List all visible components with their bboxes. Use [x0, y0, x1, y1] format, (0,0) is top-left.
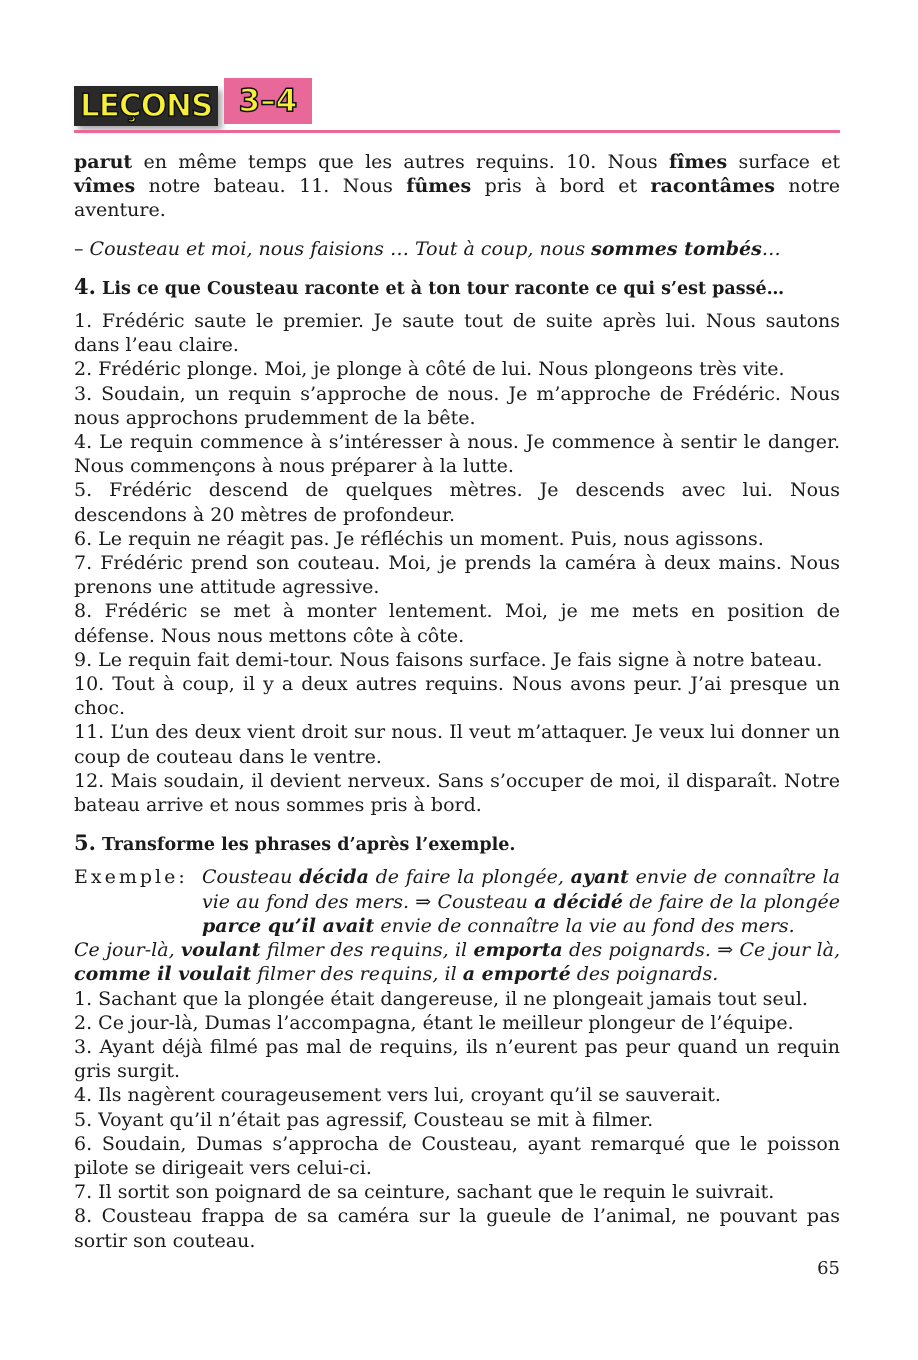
list-item: 4. Ils nagèrent courageusement vers lui, croyant qu’il se sauverait.	[74, 1084, 721, 1107]
list-item: 6. Le requin ne réagit pas. Je réfléchis un moment. Puis, nous agissons.	[74, 527, 764, 550]
list-item: 9. Le requin fait demi-tour. Nous faisons surface. Je fais signe à notre bateau.	[74, 648, 823, 671]
text-run: envie de connaître la vie au fond des mers. ⇒ Cousteau	[202, 866, 840, 913]
bold-term: sommes tombés	[591, 237, 762, 260]
text-run: pris à bord et	[471, 175, 651, 198]
exercise-5-title	[74, 831, 840, 857]
example-block	[74, 865, 840, 938]
bold-term: parce qu’il avait	[202, 914, 375, 937]
list-item: 8. Frédéric se met à monter lentement. Moi, je me mets en position de défense. Nous nous mettons côte à côte.	[74, 600, 840, 647]
list-item: 11. L’un des deux vient droit sur nous. Il veut m’attaquer. Je veux lui donner un coup de couteau dans le ventre.	[74, 721, 840, 768]
bold-term: décida	[299, 866, 369, 889]
page-number: 65	[817, 1258, 840, 1279]
exercise-4-list	[74, 309, 840, 817]
list-item: 8. Cousteau frappa de sa caméra sur la gueule de l’animal, ne pouvant pas sortir son couteau.	[74, 1205, 840, 1252]
example-2-text	[74, 938, 840, 986]
text-run: Ce jour-là,	[74, 939, 181, 962]
list-item: 5. Voyant qu’il n’était pas agressif, Cousteau se mit à filmer.	[74, 1108, 654, 1131]
list-item: 7. Il sortit son poignard de sa ceinture, sachant que le requin le suivrait.	[74, 1181, 775, 1204]
bold-term: vîmes	[74, 175, 136, 198]
list-item: 1. Frédéric saute le premier. Je saute tout de suite après lui. Nous sautons dans l’eau claire.	[74, 310, 840, 357]
text-run: de faire la plongée,	[368, 866, 571, 889]
bold-term: ayant	[570, 866, 629, 889]
text-run: filmer des requins, il	[251, 963, 463, 986]
text-run: de faire de la plongée	[622, 890, 841, 913]
list-item: 3. Soudain, un requin s’approche de nous. Je m’approche de Frédéric. Nous nous approchons prudemment de la bête.	[74, 382, 840, 429]
list-item: 1. Sachant que la plongée était dangereuse, il ne plongeait jamais tout seul.	[74, 987, 808, 1010]
exercise-5-list	[74, 987, 840, 1253]
quote-line	[74, 237, 840, 261]
continuation-text	[74, 150, 840, 223]
exercise-5-instruction: Transforme les phrases d’après l’exemple.	[95, 835, 516, 856]
bold-term: racontâmes	[650, 175, 775, 198]
example-text	[202, 865, 840, 938]
bold-term: a emporté	[462, 963, 571, 986]
lecons-label: LEÇONS	[74, 86, 218, 126]
list-item: 5. Frédéric descend de quelques mètres. Je descends avec lui. Nous descendons à 20 mètres de profondeur.	[74, 479, 840, 526]
text-run: Cousteau	[202, 866, 300, 889]
text-run: envie de connaître la vie au fond des mers.	[374, 914, 795, 937]
text-run: – Cousteau et moi, nous faisions … Tout à coup, nous	[74, 237, 592, 260]
list-item: 4. Le requin commence à s’intéresser à nous. Je commence à sentir le danger. Nous commençons à nous préparer à la lutte.	[74, 431, 840, 478]
exercise-4-instruction: Lis ce que Cousteau raconte et à ton tour raconte ce qui s’est passé…	[95, 278, 785, 299]
page-content	[74, 150, 840, 1253]
header-rule	[74, 130, 840, 133]
text-run: …	[761, 237, 781, 260]
lesson-header	[74, 78, 840, 136]
list-item: 3. Ayant déjà filmé pas mal de requins, ils n’eurent pas peur quand un requin gris surgit.	[74, 1035, 840, 1083]
lesson-number-badge: 3–4	[224, 78, 312, 124]
bold-term: emporta	[473, 939, 563, 962]
list-item: 12. Mais soudain, il devient nerveux. Sans s’occuper de moi, il disparaît. Notre bateau arrive et nous sommes pris à bord.	[74, 769, 840, 817]
text-run: filmer des requins, il	[260, 939, 474, 962]
bold-term: voulant	[180, 939, 261, 962]
exercise-4-number: 4.	[74, 273, 96, 299]
bold-term: parut	[74, 151, 133, 173]
exercise-4-title	[74, 275, 840, 301]
text-run: notre aventure.	[74, 175, 840, 222]
list-item: 6. Soudain, Dumas s’approcha de Cousteau, ayant remarqué que le poisson pilote se dirigeait vers celui-ci.	[74, 1132, 840, 1179]
text-run: des poignards. ⇒ Ce jour là,	[562, 939, 840, 962]
text-run: des poignards.	[570, 963, 719, 986]
list-item: 2. Ce jour-là, Dumas l’accompagna, étant le meilleur plongeur de l’équipe.	[74, 1011, 794, 1034]
list-item: 2. Frédéric plonge. Moi, je plonge à côté de lui. Nous plongeons très vite.	[74, 358, 785, 381]
text-run: en même temps que les autres requins. 10. Nous	[132, 151, 669, 173]
list-item: 10. Tout à coup, il y a deux autres requins. Nous avons peur. J’ai presque un choc.	[74, 673, 840, 720]
bold-term: comme il voulait	[74, 963, 252, 986]
text-run: surface et	[727, 151, 840, 173]
example-label: Exemple:	[74, 866, 188, 889]
text-run: notre bateau. 11. Nous	[135, 175, 407, 198]
exercise-5-number: 5.	[74, 830, 96, 856]
bold-term: a décidé	[534, 890, 623, 913]
bold-term: fûmes	[406, 175, 472, 198]
list-item: 7. Frédéric prend son couteau. Moi, je prends la caméra à deux mains. Nous prenons une attitude agressive.	[74, 552, 840, 599]
bold-term: fîmes	[668, 151, 728, 173]
